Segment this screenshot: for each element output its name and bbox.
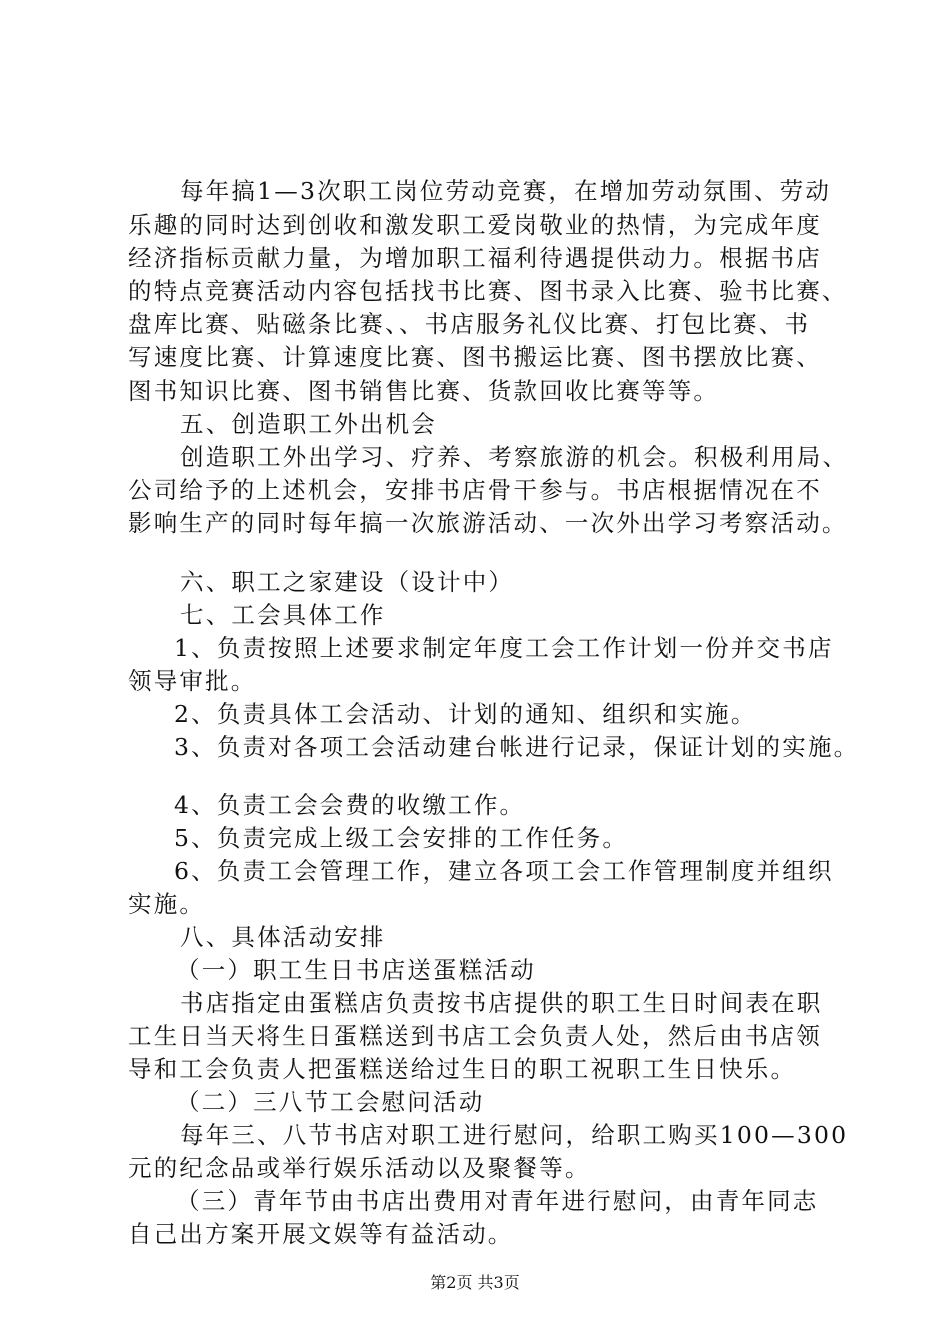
subsection-heading: （二）三八节工会慰问活动: [176, 1088, 485, 1116]
paragraph-line: 导和工会负责人把蛋糕送给过生日的职工祝职工生日快乐。: [128, 1055, 797, 1083]
section-heading: 六、职工之家建设（设计中）: [180, 568, 515, 596]
paragraph-line: （三）青年节由书店出费用对青年进行慰问，由青年同志: [176, 1187, 819, 1215]
paragraph-line: 2、负责具体工会活动、计划的通知、组织和实施。: [174, 700, 757, 728]
paragraph-line: 经济指标贡献力量，为增加职工福利待遇提供动力。根据书店: [128, 244, 822, 272]
paragraph-line: 6、负责工会管理工作，建立各项工会工作管理制度并组织: [174, 857, 834, 885]
page-footer: 第2页 共3页: [430, 1273, 520, 1292]
paragraph-line: 领导审批。: [128, 667, 257, 695]
subsection-heading: （一）职工生日书店送蛋糕活动: [176, 956, 536, 984]
paragraph-line: 每年三、八节书店对职工进行慰问，给职工购买100—300: [180, 1121, 849, 1149]
paragraph-line: 1、负责按照上述要求制定年度工会工作计划一份并交书店: [174, 634, 834, 662]
paragraph-line: 工生日当天将生日蛋糕送到书店工会负责人处，然后由书店领: [128, 1022, 822, 1050]
section-heading: 五、创造职工外出机会: [180, 410, 437, 438]
paragraph-line: 的特点竞赛活动内容包括找书比赛、图书录入比赛、验书比赛、: [128, 277, 848, 305]
paragraph-line: 创造职工外出学习、疗养、考察旅游的机会。积极利用局、: [180, 443, 849, 471]
paragraph-line: 书店指定由蛋糕店负责按书店提供的职工生日时间表在职: [180, 989, 823, 1017]
paragraph-line: 5、负责完成上级工会安排的工作任务。: [174, 824, 629, 852]
section-heading: 八、具体活动安排: [180, 923, 386, 951]
paragraph-line: 乐趣的同时达到创收和激发职工爱岗敬业的热情，为完成年度: [128, 211, 822, 239]
paragraph-line: 每年搞1—3次职工岗位劳动竞赛，在增加劳动氛围、劳动: [180, 177, 832, 205]
paragraph-line: 图书知识比赛、图书销售比赛、货款回收比赛等等。: [128, 377, 720, 405]
section-heading: 七、工会具体工作: [180, 601, 386, 629]
paragraph-line: 影响生产的同时每年搞一次旅游活动、一次外出学习考察活动。: [128, 509, 848, 537]
paragraph-line: 盘库比赛、贴磁条比赛、、书店服务礼仪比赛、打包比赛、书: [128, 310, 811, 338]
paragraph-line: 写速度比赛、计算速度比赛、图书搬运比赛、图书摆放比赛、: [128, 343, 822, 371]
paragraph-line: 公司给予的上述机会，安排书店骨干参与。书店根据情况在不: [128, 476, 822, 504]
paragraph-line: 元的纪念品或举行娱乐活动以及聚餐等。: [128, 1154, 591, 1182]
paragraph-line: 3、负责对各项工会活动建台帐进行记录，保证计划的实施。: [174, 733, 860, 761]
paragraph-line: 自己出方案开展文娱等有益活动。: [128, 1220, 514, 1248]
paragraph-line: 4、负责工会会费的收缴工作。: [174, 791, 526, 819]
paragraph-line: 实施。: [128, 890, 206, 918]
